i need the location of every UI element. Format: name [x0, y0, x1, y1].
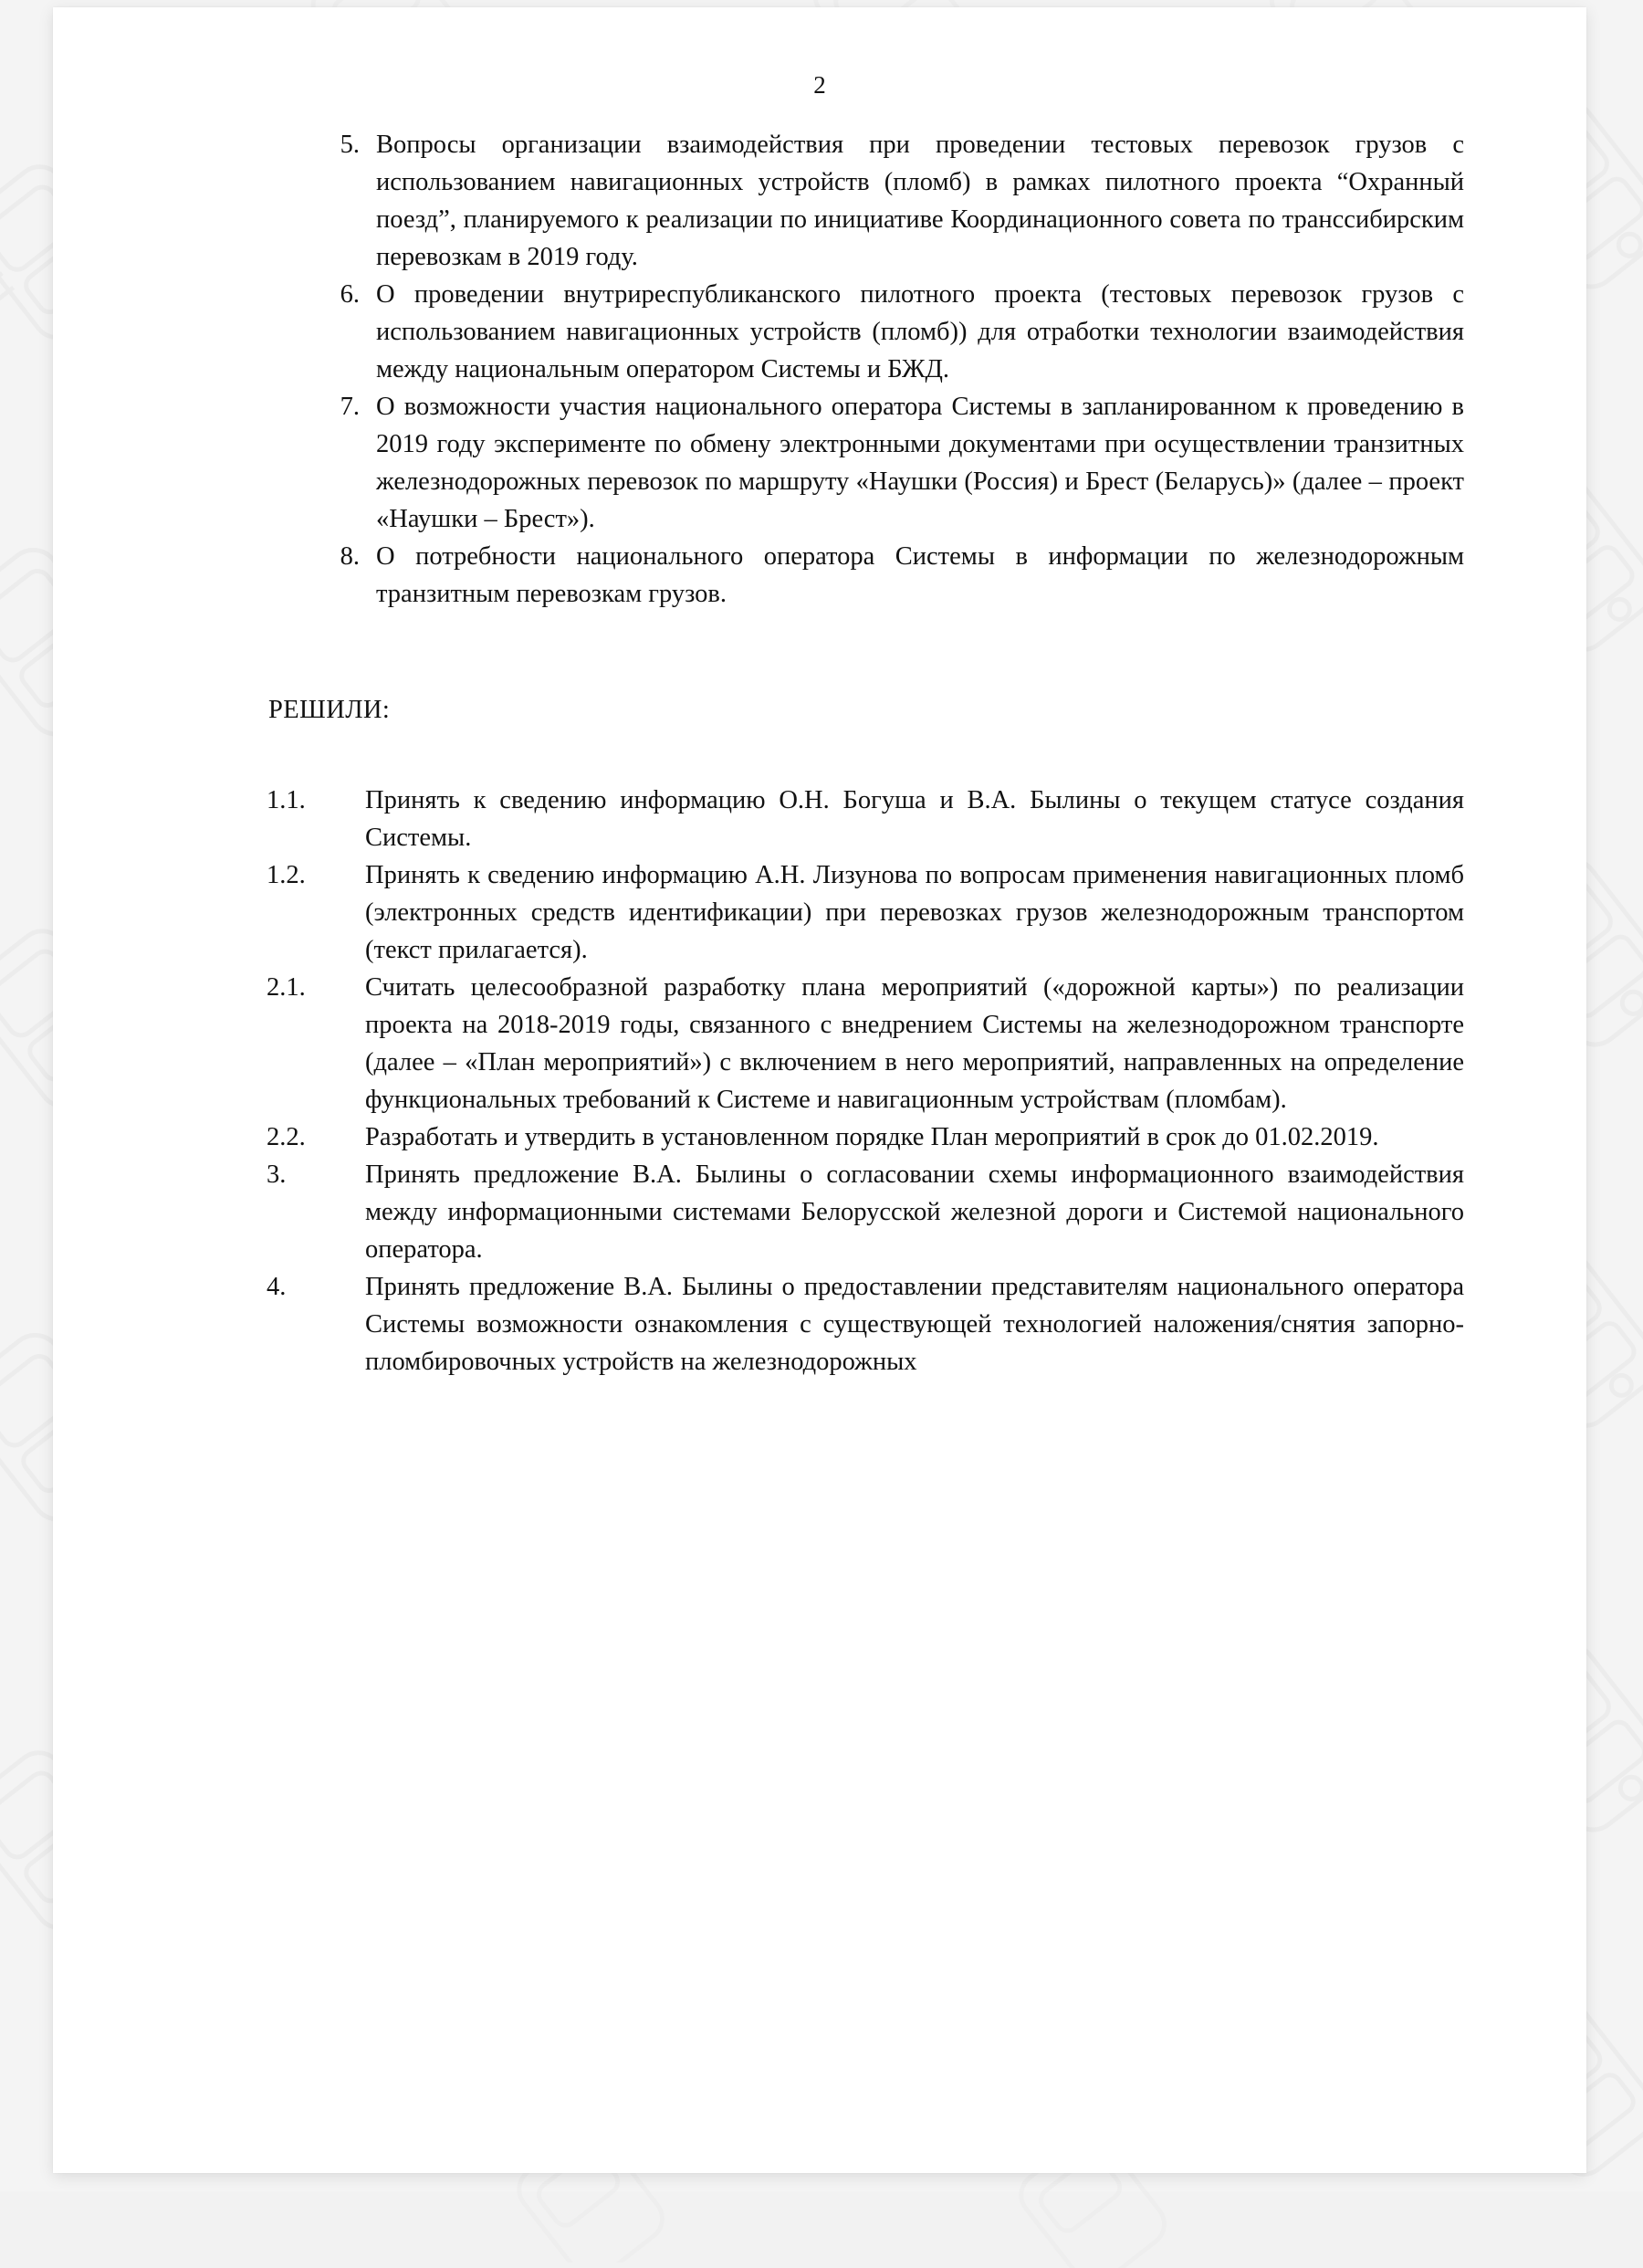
- list-item-text: О потребности национального оператора Системы в информации по железнодорожным транзитным перевозкам грузов.: [376, 542, 1464, 608]
- list-item-number: 1.1.: [267, 786, 306, 814]
- agenda-list: [319, 126, 1464, 613]
- list-item-text: Принять предложение В.А. Былины о предоставлении представителям национального оператора Системы возможности ознакомления с существующей технологией наложения/снятия запорно-пломбировочных устройств на железнодорожных: [365, 1273, 1464, 1376]
- list-item-number: 6.: [340, 280, 360, 309]
- document-page: [53, 7, 1586, 2173]
- decisions-heading: РЕШИЛИ:: [268, 696, 391, 724]
- list-item: [319, 538, 1464, 613]
- list-item-number: 2.1.: [267, 973, 306, 1002]
- list-item-number: 8.: [340, 542, 360, 571]
- list-item-text: Принять предложение В.А. Былины о согласовании схемы информационного взаимодействия между информационными системами Белорусской железной дороги и Системой национального оператора.: [365, 1160, 1464, 1264]
- list-item-text: О проведении внутриреспубликанского пилотного проекта (тестовых перевозок грузов с использованием навигационных устройств (пломб)) для отработки технологии взаимодействия между национальным оператором Системы и БЖД.: [376, 280, 1464, 383]
- list-item: [319, 126, 1464, 276]
- list-item-text: Вопросы организации взаимодействия при проведении тестовых перевозок грузов с использованием навигационных устройств (пломб) в рамках пилотного проекта “Охранный поезд”, планируемого к реализации по инициативе Координационного совета по транссибирским перевозкам в 2019 году.: [376, 131, 1464, 271]
- list-item-number: 7.: [340, 393, 360, 421]
- list-item: [267, 856, 1464, 969]
- list-item: [267, 1118, 1464, 1156]
- list-item: [319, 388, 1464, 538]
- list-item: [267, 782, 1464, 856]
- list-item-number: 3.: [267, 1160, 287, 1189]
- list-item: [267, 1268, 1464, 1381]
- list-item-number: 4.: [267, 1273, 287, 1301]
- list-item-text: Принять к сведению информацию О.Н. Богуша и В.А. Былины о текущем статусе создания Системы.: [365, 786, 1464, 852]
- list-item-number: 5.: [340, 131, 360, 159]
- list-item-text: О возможности участия национального оператора Системы в запланированном к проведению в 2019 году эксперименте по обмену электронными документами при осуществлении транзитных железнодорожных перевозок по маршруту «Наушки (Россия) и Брест (Беларусь)» (далее – проект «Наушки – Брест»).: [376, 393, 1464, 533]
- list-item: [267, 1156, 1464, 1268]
- document-body: [188, 126, 1464, 1381]
- decisions-list: [267, 782, 1464, 1381]
- list-item: [267, 969, 1464, 1118]
- list-item: [319, 276, 1464, 388]
- list-item-text: Считать целесообразной разработку плана мероприятий («дорожной карты») по реализации проекта на 2018-2019 годы, связанного с внедрением Системы на железнодорожном транспорте (далее – «План мероприятий») с включением в него мероприятий, направленных на определение функциональных требований к Системе и навигационным устройствам (пломбам).: [365, 973, 1464, 1114]
- list-item-text: Принять к сведению информацию А.Н. Лизунова по вопросам применения навигационных пломб (электронных средств идентификации) при перевозках грузов железнодорожным транспортом (текст прилагается).: [365, 861, 1464, 964]
- page-number: 2: [813, 71, 826, 99]
- list-item-number: 1.2.: [267, 861, 306, 889]
- list-item-text: Разработать и утвердить в установленном порядке План мероприятий в срок до 01.02.2019.: [365, 1123, 1379, 1151]
- list-item-number: 2.2.: [267, 1123, 306, 1151]
